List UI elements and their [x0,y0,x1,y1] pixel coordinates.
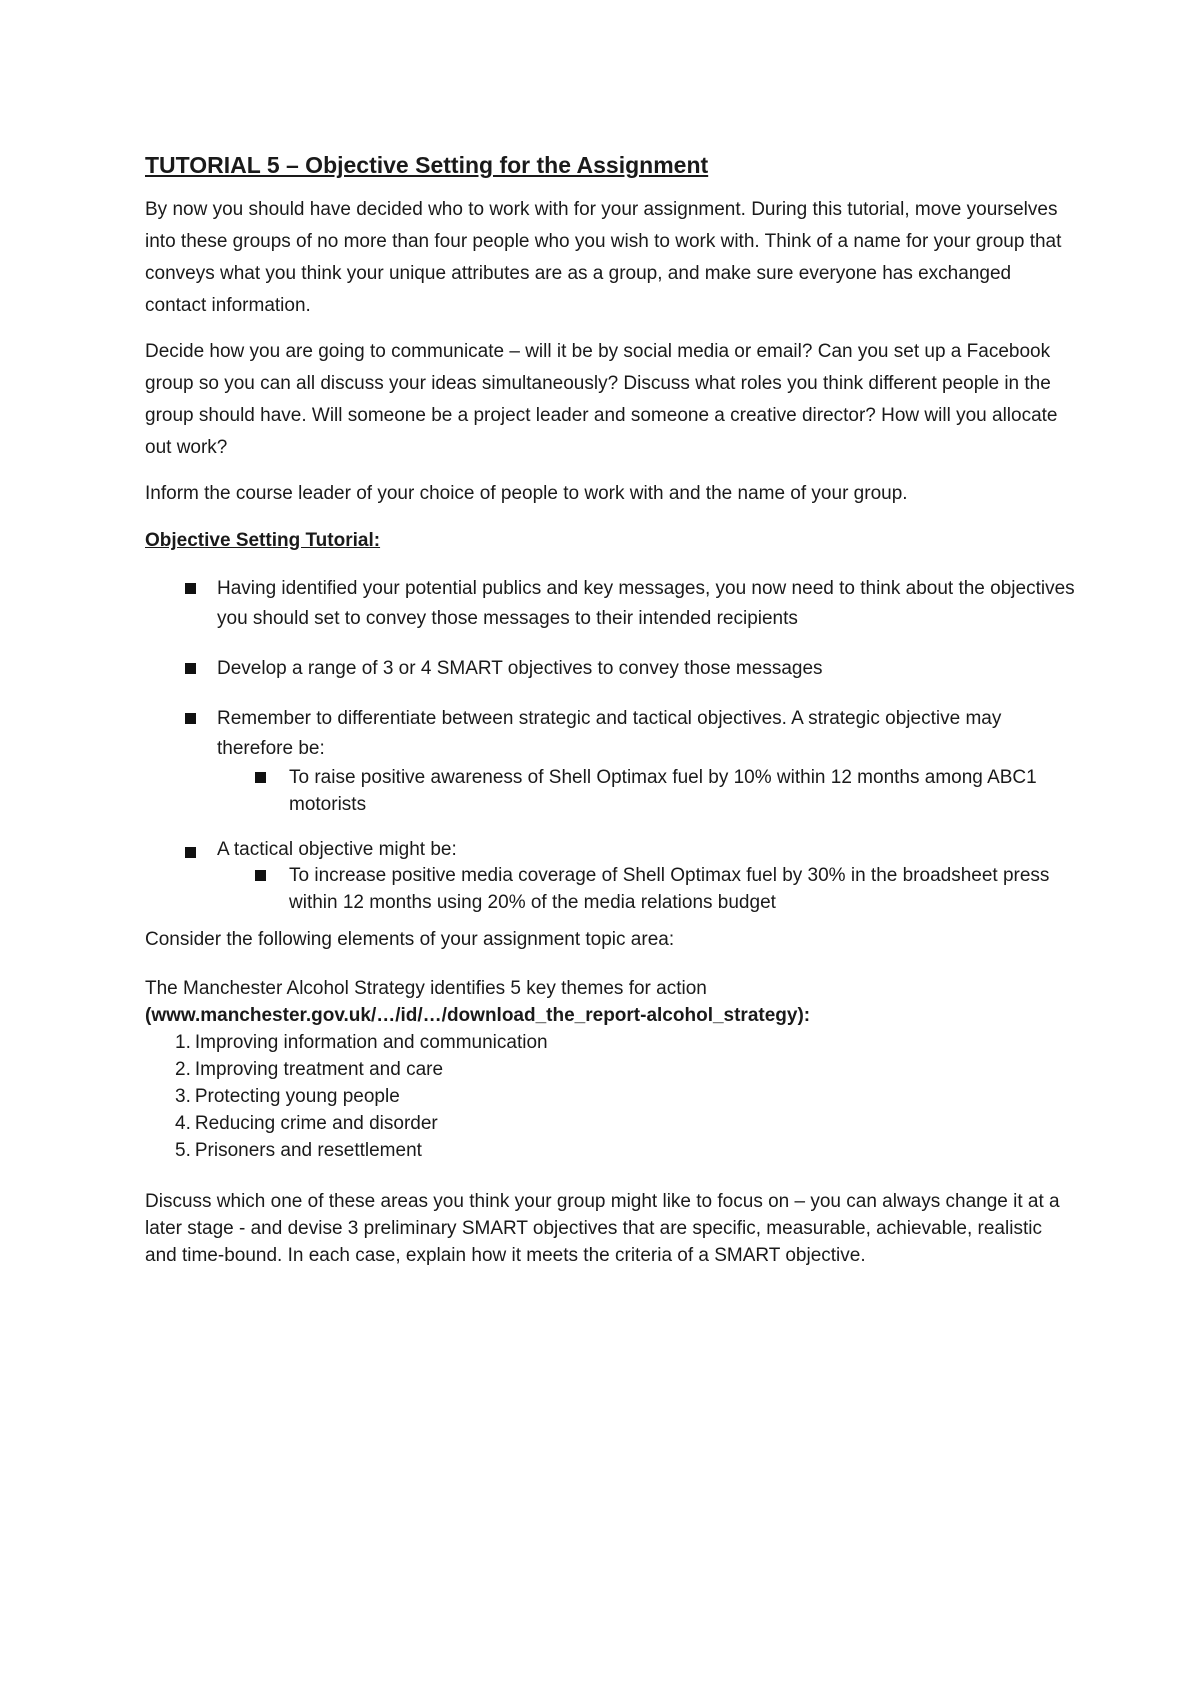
intro-paragraph: Decide how you are going to communicate – will it be by social media or email? Can you set up a Facebook group so you can all discuss your ideas simultaneously? Discuss what roles you think different people in the group should have. Will someone be a project leader and someone a creative director? How will you allocate out work? [145,341,1058,458]
sub-bullet-list [217,764,1075,818]
theme-item [175,1083,1075,1110]
themes-intro-text: The Manchester Alcohol Strategy identifies 5 key themes for action [145,978,707,999]
document-page [145,140,1075,1269]
theme-text: Protecting young people [194,1086,400,1107]
theme-text: Reducing crime and disorder [194,1113,438,1134]
consider-line: Consider the following elements of your assignment topic area: [145,929,675,950]
theme-item [175,1056,1075,1083]
theme-text: Prisoners and resettlement [194,1140,422,1161]
bullet-text: Remember to differentiate between strategic and tactical objectives. A strategic objective may therefore be: [217,708,1002,759]
square-bullet-icon [255,772,266,783]
square-bullet-icon [185,663,196,674]
sub-bullet-text: To raise positive awareness of Shell Optimax fuel by 10% within 12 months among ABC1 motorists [289,767,1037,815]
intro-paragraph: By now you should have decided who to work with for your assignment. During this tutorial, move yourselves into these groups of no more than four people who you wish to work with. Think of a name for your group that conveys what you think your unique attributes are as a group, and make sure everyone has exchanged contact information. [145,199,1062,316]
intro-paragraph: Inform the course leader of your choice of people to work with and the name of your group. [145,483,908,504]
bullet-item [145,654,1075,684]
square-bullet-icon [185,713,196,724]
bullet-item [145,574,1075,634]
theme-number: 2. [175,1059,191,1080]
themes-source-link-text: (www.manchester.gov.uk/…/id/…/download_the_report-alcohol_strategy): [145,1005,811,1026]
document-title: TUTORIAL 5 – Objective Setting for the Assignment [145,152,709,178]
bullet-text: A tactical objective might be: [217,839,457,860]
themes-list [145,1029,1075,1164]
sub-bullet-list [217,862,1075,916]
themes-intro [145,975,1075,1029]
section-subheading: Objective Setting Tutorial: [145,530,381,551]
theme-number: 5. [175,1140,191,1161]
theme-number: 3. [175,1086,191,1107]
bullet-item [145,838,1075,916]
square-bullet-icon [185,847,196,858]
sub-bullet-item [145,764,1075,818]
theme-text: Improving information and communication [194,1032,548,1053]
theme-number: 1. [175,1032,191,1053]
bullet-text: Having identified your potential publics and key messages, you now need to think about the objectives you should set to convey those messages to their intended recipients [217,578,1075,629]
bullet-list [145,574,1075,916]
theme-item [175,1110,1075,1137]
sub-bullet-text: To increase positive media coverage of Shell Optimax fuel by 30% in the broadsheet press within 12 months using 20% of the media relations budget [289,865,1050,913]
theme-number: 4. [175,1113,191,1134]
theme-text: Improving treatment and care [194,1059,444,1080]
bullet-text: Develop a range of 3 or 4 SMART objectives to convey those messages [217,658,823,679]
square-bullet-icon [255,870,266,881]
sub-bullet-item [145,862,1075,916]
square-bullet-icon [185,583,196,594]
final-paragraph: Discuss which one of these areas you think your group might like to focus on – you can always change it at a later stage - and devise 3 preliminary SMART objectives that are specific, measurable, achievable, realistic and time-bound. In each case, explain how it meets the criteria of a SMART objective. [145,1191,1060,1266]
bullet-item [145,704,1075,818]
theme-item [175,1029,1075,1056]
theme-item [175,1137,1075,1164]
